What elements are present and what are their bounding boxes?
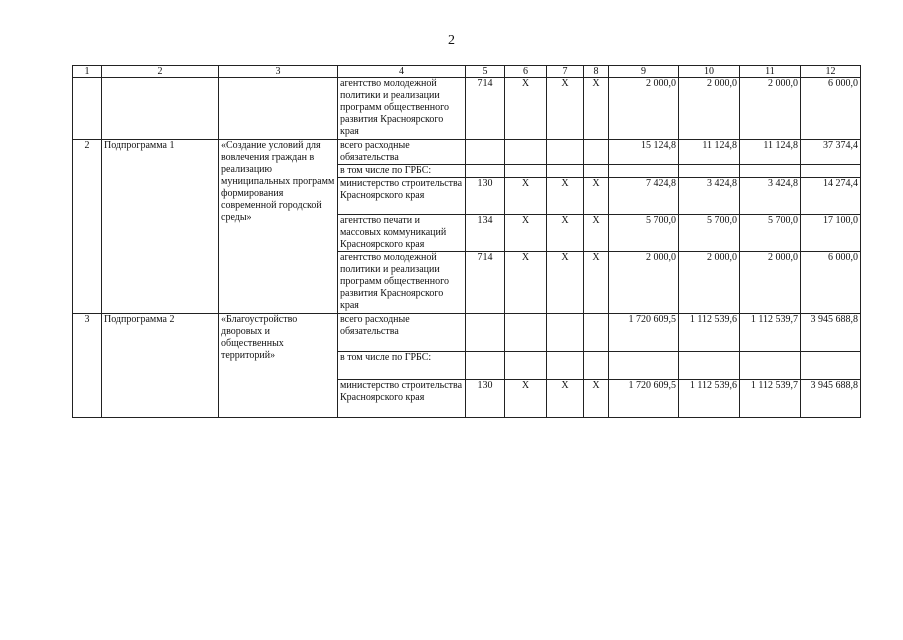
amount-cell: 37 374,4 <box>801 140 861 165</box>
amount-cell: 1 112 539,7 <box>740 314 801 352</box>
executor-cell: агентство печати и массовых коммуникаций Красноярского края <box>338 215 466 252</box>
amount-cell: 14 274,4 <box>801 178 861 215</box>
column-header: 5 <box>466 66 505 78</box>
x-cell: Х <box>584 252 609 314</box>
column-header: 6 <box>505 66 547 78</box>
x-cell: Х <box>547 78 584 140</box>
amount-cell: 6 000,0 <box>801 78 861 140</box>
program-name-cell: «Благоустройство дворовых и общественных территорий» <box>219 314 338 418</box>
amount-cell: 17 100,0 <box>801 215 861 252</box>
empty-cell <box>219 78 338 140</box>
x-cell: Х <box>547 252 584 314</box>
column-header: 3 <box>219 66 338 78</box>
column-header: 1 <box>73 66 102 78</box>
budget-table <box>72 65 861 418</box>
amount-cell: 1 112 539,6 <box>679 380 740 418</box>
empty-cell <box>505 314 547 352</box>
total-label-cell: всего расходные обязательства <box>338 140 466 165</box>
executor-cell: агентство молодежной политики и реализации программ общественного развития Красноярского края <box>338 252 466 314</box>
amount-cell: 1 112 539,7 <box>740 380 801 418</box>
empty-cell <box>609 352 679 380</box>
total-label-cell: всего расходные обязательства <box>338 314 466 352</box>
code-cell: 714 <box>466 252 505 314</box>
column-header: 2 <box>102 66 219 78</box>
column-header: 12 <box>801 66 861 78</box>
amount-cell: 5 700,0 <box>679 215 740 252</box>
amount-cell: 7 424,8 <box>609 178 679 215</box>
empty-cell <box>679 352 740 380</box>
x-cell: Х <box>547 380 584 418</box>
empty-cell <box>740 352 801 380</box>
empty-cell <box>584 314 609 352</box>
empty-cell <box>73 78 102 140</box>
empty-cell <box>584 140 609 165</box>
empty-cell <box>102 78 219 140</box>
code-cell: 134 <box>466 215 505 252</box>
x-cell: Х <box>547 215 584 252</box>
empty-cell <box>584 352 609 380</box>
empty-cell <box>505 352 547 380</box>
empty-cell <box>547 352 584 380</box>
column-header: 8 <box>584 66 609 78</box>
amount-cell: 11 124,8 <box>679 140 740 165</box>
page-number: 2 <box>448 33 455 48</box>
x-cell: Х <box>505 78 547 140</box>
empty-cell <box>801 165 861 178</box>
executor-cell: министерство строительства Красноярского края <box>338 380 466 418</box>
amount-cell: 2 000,0 <box>740 78 801 140</box>
amount-cell: 15 124,8 <box>609 140 679 165</box>
row-number: 2 <box>73 140 102 314</box>
executor-cell: агентство молодежной политики и реализации программ общественного развития Красноярского края <box>338 78 466 140</box>
amount-cell: 1 720 609,5 <box>609 380 679 418</box>
amount-cell: 6 000,0 <box>801 252 861 314</box>
empty-cell <box>466 140 505 165</box>
x-cell: Х <box>505 380 547 418</box>
table-row <box>73 140 861 165</box>
empty-cell <box>466 314 505 352</box>
empty-cell <box>547 140 584 165</box>
amount-cell: 3 945 688,8 <box>801 380 861 418</box>
empty-cell <box>547 314 584 352</box>
empty-cell <box>466 165 505 178</box>
amount-cell: 2 000,0 <box>740 252 801 314</box>
table-row <box>73 314 861 352</box>
empty-cell <box>505 165 547 178</box>
row-number: 3 <box>73 314 102 418</box>
empty-cell <box>547 165 584 178</box>
incl-label-cell: в том числе по ГРБС: <box>338 165 466 178</box>
code-cell: 714 <box>466 78 505 140</box>
column-header: 10 <box>679 66 740 78</box>
empty-cell <box>679 165 740 178</box>
column-header: 9 <box>609 66 679 78</box>
empty-cell <box>505 140 547 165</box>
amount-cell: 2 000,0 <box>609 78 679 140</box>
amount-cell: 3 424,8 <box>679 178 740 215</box>
x-cell: Х <box>584 215 609 252</box>
empty-cell <box>801 352 861 380</box>
status-cell: Подпрограмма 1 <box>102 140 219 314</box>
amount-cell: 3 424,8 <box>740 178 801 215</box>
empty-cell <box>466 352 505 380</box>
amount-cell: 11 124,8 <box>740 140 801 165</box>
column-header: 7 <box>547 66 584 78</box>
column-header: 4 <box>338 66 466 78</box>
executor-cell: министерство строительства Красноярского края <box>338 178 466 215</box>
amount-cell: 1 720 609,5 <box>609 314 679 352</box>
column-header: 11 <box>740 66 801 78</box>
amount-cell: 1 112 539,6 <box>679 314 740 352</box>
x-cell: Х <box>547 178 584 215</box>
x-cell: Х <box>505 178 547 215</box>
empty-cell <box>740 165 801 178</box>
code-cell: 130 <box>466 178 505 215</box>
empty-cell <box>584 165 609 178</box>
status-cell: Подпрограмма 2 <box>102 314 219 418</box>
code-cell: 130 <box>466 380 505 418</box>
amount-cell: 2 000,0 <box>609 252 679 314</box>
amount-cell: 5 700,0 <box>609 215 679 252</box>
x-cell: Х <box>505 252 547 314</box>
x-cell: Х <box>505 215 547 252</box>
amount-cell: 5 700,0 <box>740 215 801 252</box>
column-number-row <box>73 66 861 78</box>
x-cell: Х <box>584 380 609 418</box>
incl-label-cell: в том числе по ГРБС: <box>338 352 466 380</box>
amount-cell: 3 945 688,8 <box>801 314 861 352</box>
program-name-cell: «Создание условий для вовлечения граждан в реализацию муниципальных программ формирования современной городской среды» <box>219 140 338 314</box>
x-cell: Х <box>584 78 609 140</box>
x-cell: Х <box>584 178 609 215</box>
amount-cell: 2 000,0 <box>679 252 740 314</box>
empty-cell <box>609 165 679 178</box>
table-row <box>73 78 861 140</box>
amount-cell: 2 000,0 <box>679 78 740 140</box>
